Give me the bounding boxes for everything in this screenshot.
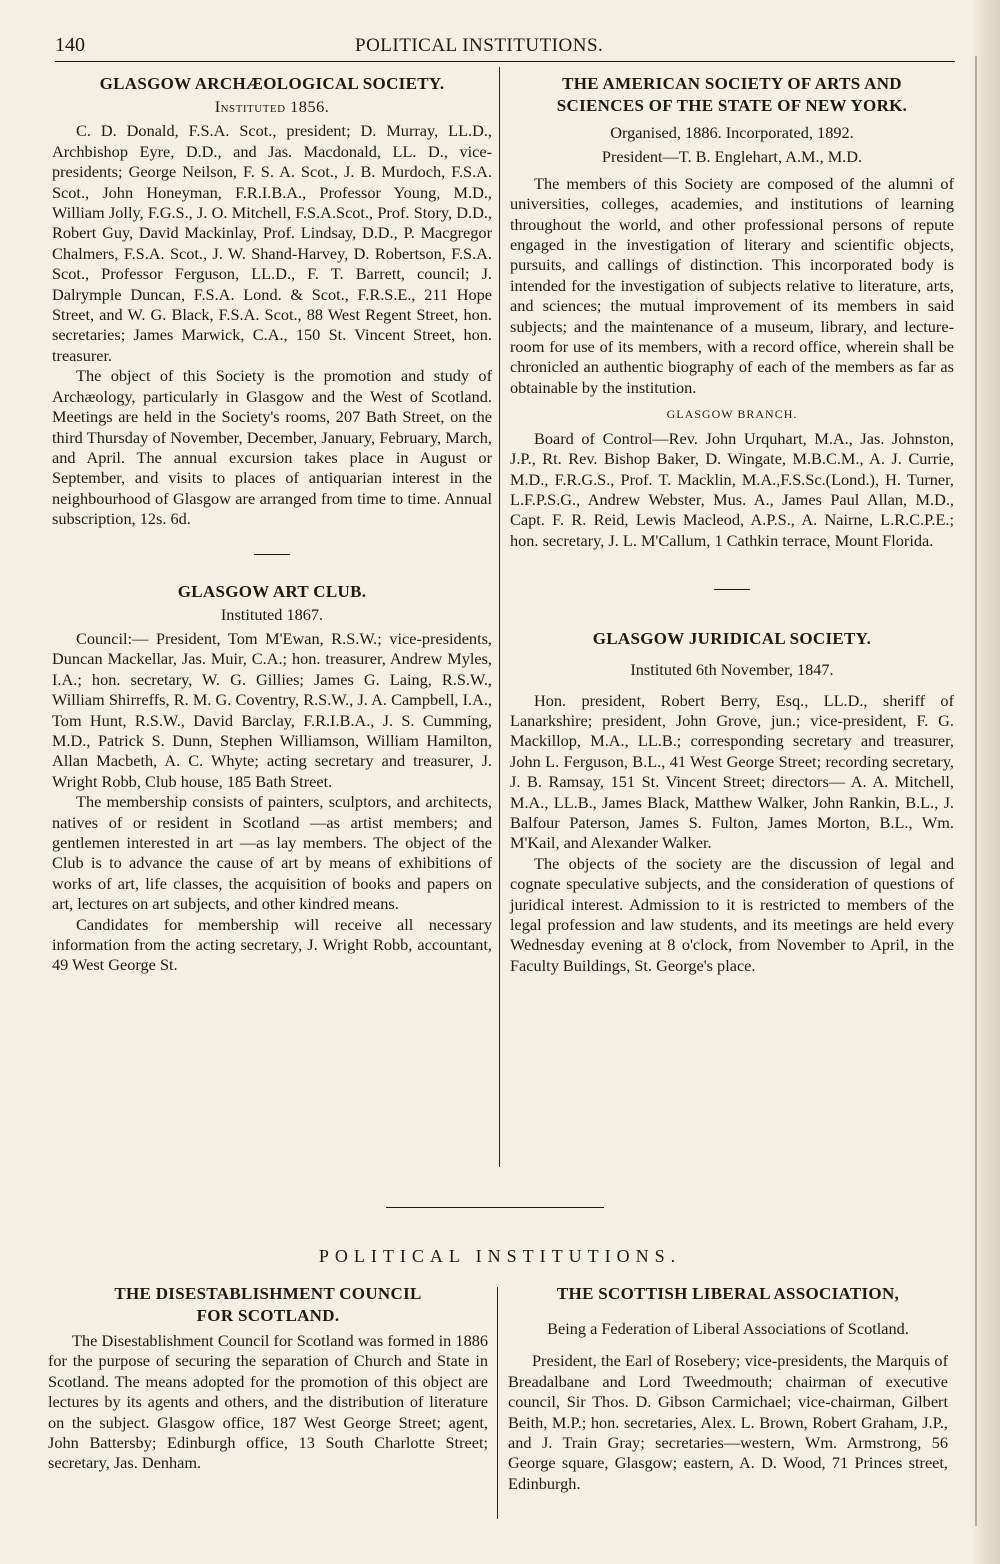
american-organised: Organised, 1886. Incorporated, 1892. bbox=[610, 123, 854, 142]
left-column-bottom bbox=[48, 1283, 488, 1474]
column-divider-bottom bbox=[497, 1287, 498, 1519]
liberal-association-entry bbox=[508, 1283, 948, 1494]
glasgow-branch-heading: GLASGOW BRANCH. bbox=[666, 407, 798, 422]
page-number: 140 bbox=[55, 34, 85, 56]
column-divider bbox=[499, 67, 500, 1167]
american-heading-line1: THE AMERICAN SOCIETY OF ARTS AND bbox=[562, 74, 902, 93]
liberal-officers: President, the Earl of Rosebery; vice-presidents, the Marquis of Breadalbane and Lord Tweedmouth; chairman of executive council, Sir Thos. D. Gibson Carmichael; vice-chairman, Gilbert Beith, M.P.; hon. secretaries, Alex. L. Brown, Robert Graham, J.P., and J. Train Gray; secretaries—western, Wm. Armstrong, 56 George square, Glasgow; eastern, A. D. Wood, 71 Princes street, Edinburgh. bbox=[508, 1351, 948, 1493]
liberal-subheading: Being a Federation of Liberal Associations of Scotland. bbox=[547, 1319, 909, 1338]
section-rule bbox=[254, 554, 290, 555]
running-title: POLITICAL INSTITUTIONS. bbox=[355, 35, 604, 56]
right-column-top bbox=[510, 73, 954, 1173]
archaeological-instituted: Instituted 1856. bbox=[214, 97, 330, 116]
art-club-heading: GLASGOW ART CLUB. bbox=[177, 581, 367, 601]
disestablishment-entry bbox=[48, 1283, 488, 1474]
american-heading-line2: SCIENCES OF THE STATE OF NEW YORK. bbox=[556, 96, 908, 115]
section-break-rule bbox=[386, 1207, 604, 1208]
art-club-council: Council:— President, Tom M'Ewan, R.S.W.; vice-presidents, Duncan Mackellar, Jas. Muir, C.A.; hon. treasurer, Andrew Myles, I.A.; hon. secretary, W. G. Gillies; James G. Laing, R.S.W., William Shirreffs, R. M. G. Coventry, R.S.W., J. A. Campbell, I.A., Tom Hunt, R.S.W., David Barclay, F.R.I.B.A., J. S. Cumming, M.D., Patrick S. Dunn, Stephen Williamson, William Hamilton, Allan Macbeth, A. C. Whyte; acting secretary and treasurer, J. Wright Robb, Club house, 185 Bath Street. bbox=[52, 628, 492, 791]
running-head bbox=[55, 34, 955, 60]
art-club-entry bbox=[52, 581, 492, 976]
archaeological-officers: C. D. Donald, F.S.A. Scot., president; D. Murray, LL.D., Archbishop Eyre, D.D., and Jas. Macdonald, LL. D., vice-presidents; George Neilson, F. S. A. Scot., J. B. Murdoch, F.S.A. Scot., John Honeyman, F.R.I.B.A., Professor Young, M.D., William Jolly, F.G.S., J. O. Mitchell, F.S.A.Scot., Prof. Story, D.D., Robert Guy, David Mackinlay, Prof. Lindsay, D.D., P. Macgregor Chalmers, F.S.A. Scot., J. W. Shand-Harvey, D. Robertson, F.S.A. Scot., Professor Ferguson, LL.D., F. T. Barrett, council; J. Dalrymple Duncan, F.S.A. Lond. & Scot., F.R.S.E., 211 Hope Street, and W. G. Black, F.S.A. Scot., 88 West Regent Street, hon. secretaries; James Marwick, C.A., 150 St. Vincent Street, hon. treasurer. bbox=[52, 121, 492, 365]
disestablishment-heading-line1: THE DISESTABLISHMENT COUNCIL bbox=[114, 1284, 422, 1303]
art-club-candidates: Candidates for membership will receive all necessary information from the acting secretary, J. Wright Robb, accountant, 49 West George St. bbox=[52, 914, 492, 975]
art-club-membership: The membership consists of painters, sculptors, and architects, natives of or resident in Scotland —as artist members; and gentlemen interested in art —as lay members. The object of the Club is to advance the cause of art by means of exhibitions of works of art, life classes, the acquisition of books and papers on art, lectures on art subjects, and other kindred means. bbox=[52, 792, 492, 914]
right-column-bottom bbox=[508, 1283, 948, 1494]
juridical-objects: The objects of the society are the discussion of legal and cognate speculative subjects, and the consideration of questions of juridical interest. Admission to it is restricted to members of the legal profession and law students, and its meetings are held every Wednesday evening at 8 o'clock, from November to April, in the Faculty Buildings, St. George's place. bbox=[510, 853, 954, 975]
american-description: The members of this Society are composed of the alumni of universities, colleges, academies, and institutions of learning throughout the world, and other professional persons of repute engaged in the investigation of literary and scientific objects, pursuits, and callings of distinction. This incorporated body is intended for the investigation of subjects relative to literature, arts, and sciences; the mutual improvement of its members in said subjects; and the maintenance of a museum, library, and lecture-room for use of its members, with a record office, wherein shall be chronicled an authentic biography of each of the members as far as obtainable by the institution. bbox=[510, 173, 954, 397]
disestablishment-description: The Disestablishment Council for Scotland was formed in 1886 for the purpose of securing the separation of Church and State in Scotland. The means adopted for the promotion of this object are lectures by its agents and others, and the distribution of literature on the subject. Glasgow office, 187 West George Street; agent, John Battersby; Edinburgh office, 13 South Charlotte Street; secretary, Jas. Denham. bbox=[48, 1331, 488, 1473]
political-institutions-title: POLITICAL INSTITUTIONS. bbox=[318, 1246, 682, 1266]
juridical-society-entry bbox=[510, 628, 954, 976]
disestablishment-heading-line2: FOR SCOTLAND. bbox=[196, 1306, 340, 1325]
header-rule bbox=[55, 61, 955, 62]
juridical-instituted: Instituted 6th November, 1847. bbox=[630, 660, 834, 680]
art-club-instituted: Instituted 1867. bbox=[220, 604, 324, 624]
glasgow-branch-board: Board of Control—Rev. John Urquhart, M.A., Jas. Johnston, J.P., Rt. Rev. Bishop Baker, D. Wingate, M.B.C.M., A. J. Currie, M.D., F.R.G.S., Prof. T. Macklin, M.A.,F.S.Sc.(Lond.), H. Turner, L.F.P.S.G., Andrew Webster, Mus. A., James Paul Allan, M.D., Capt. F. R. Reid, Lewis Macleod, A.P.S., A. Nairne, L.R.C.P.E.; hon. secretary, J. L. M'Callum, 1 Cathkin terrace, Mount Florida. bbox=[510, 428, 954, 550]
left-column-top bbox=[52, 73, 492, 1173]
american-president: President—T. B. Englehart, A.M., M.D. bbox=[601, 147, 863, 167]
archaeological-society-entry bbox=[52, 73, 492, 530]
liberal-heading: THE SCOTTISH LIBERAL ASSOCIATION, bbox=[556, 1284, 900, 1303]
archaeological-heading: GLASGOW ARCHÆOLOGICAL SOCIETY. bbox=[99, 74, 445, 93]
american-society-entry bbox=[510, 73, 954, 551]
juridical-officers: Hon. president, Robert Berry, Esq., LL.D., sheriff of Lanarkshire; president, John Grove, jun.; vice-president, F. G. Mackillop, M.A., LL.B.; corresponding secretary and treasurer, John L. Ferguson, B.L., 41 West George Street; recording secretary, J. B. Ramsay, 151 St. Vincent Street; directors— A. A. Mitchell, M.A., LL.B., James Black, Matthew Walker, John Rankin, B.L., J. Balfour Paterson, James S. Fulton, James Morton, B.L., Wm. M'Kail, and Alexander Walker. bbox=[510, 690, 954, 853]
juridical-heading: GLASGOW JURIDICAL SOCIETY. bbox=[592, 629, 872, 649]
binding-edge bbox=[975, 56, 977, 1526]
section-rule bbox=[714, 589, 750, 590]
archaeological-object: The object of this Society is the promotion and study of Archæology, particularly in Glasgow and the West of Scotland. Meetings are held in the Society's rooms, 207 Bath Street, on the third Thursday of November, December, January, February, March, and April. The annual excursion takes place in August or September, and visits to places of antiquarian interest in the neighbourhood of Glasgow are arranged from time to time. Annual subscription, 12s. 6d. bbox=[52, 366, 492, 529]
